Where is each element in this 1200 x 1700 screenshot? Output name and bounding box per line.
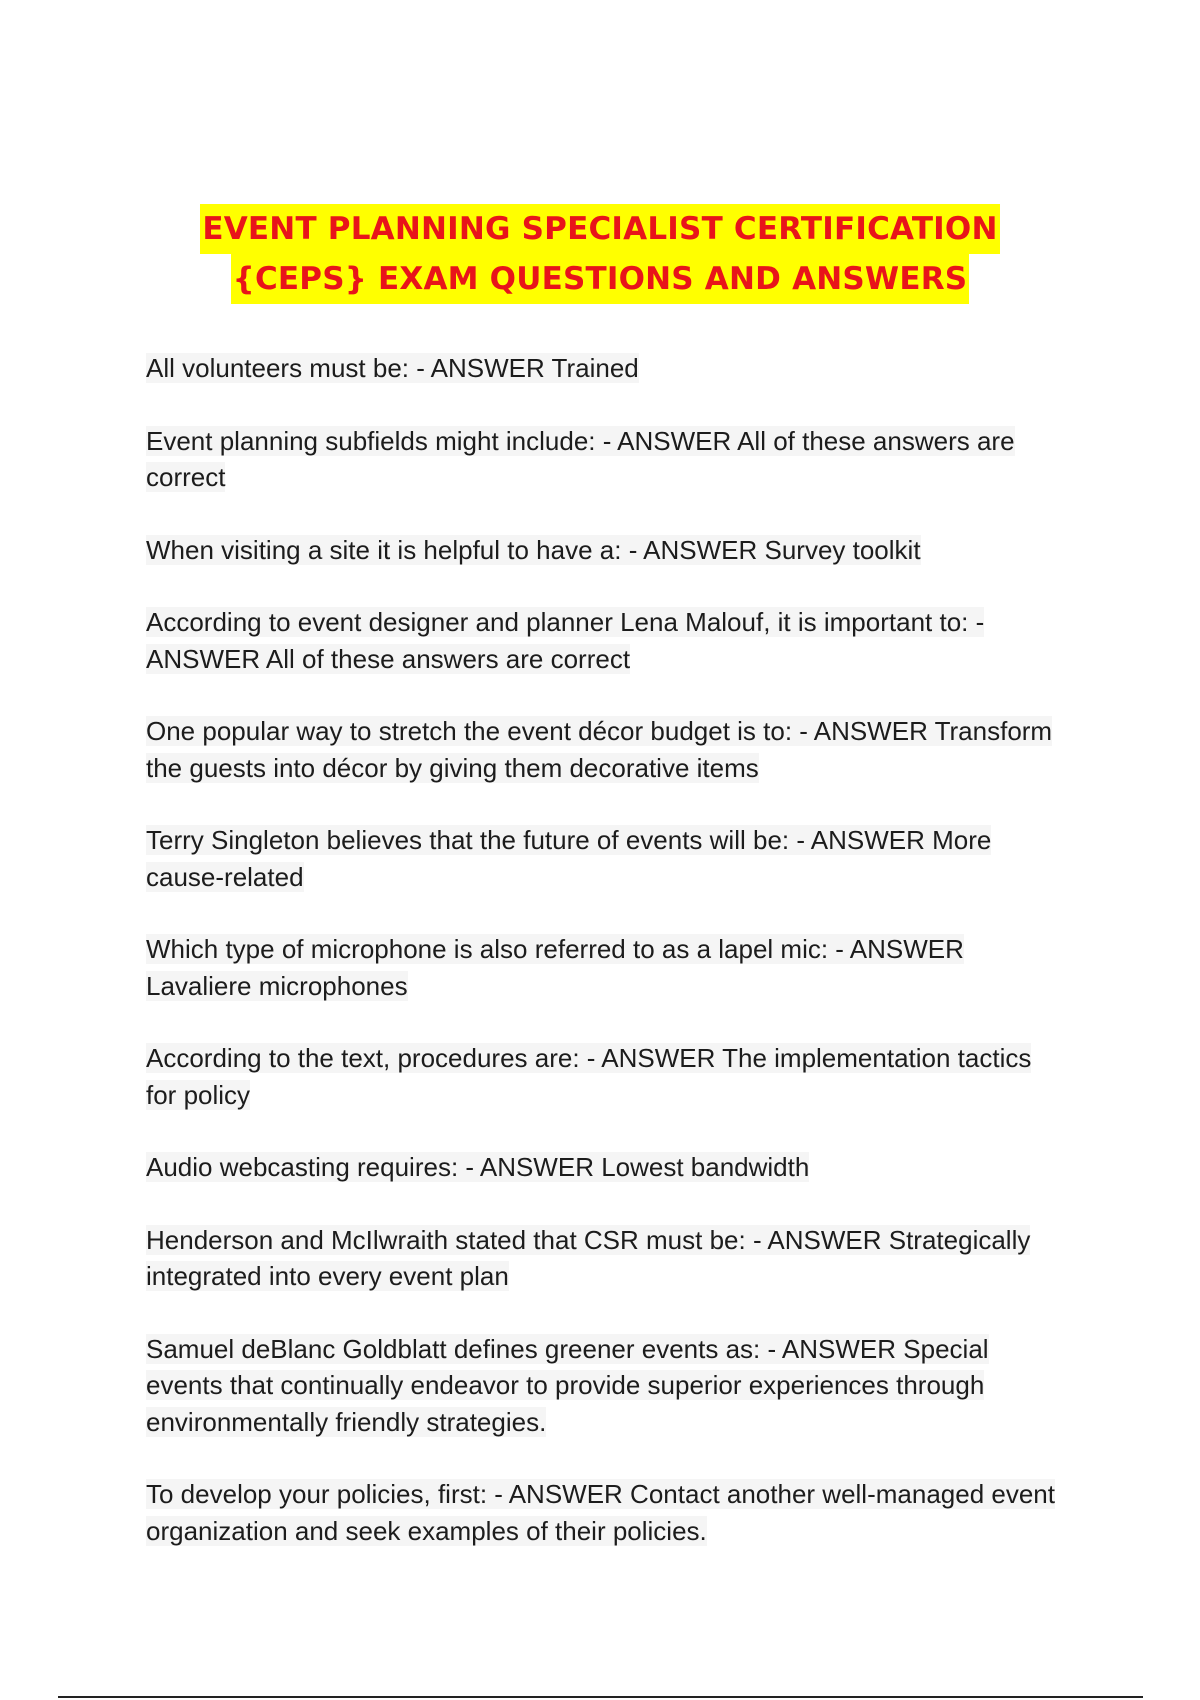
document-title bbox=[0, 204, 1200, 304]
title-line-2: {CEPS} EXAM QUESTIONS AND ANSWERS bbox=[231, 254, 970, 304]
qa-item bbox=[146, 532, 1066, 569]
qa-item bbox=[146, 1331, 1066, 1441]
qa-item bbox=[146, 1149, 1066, 1186]
qa-list bbox=[146, 350, 1066, 1585]
qa-text: Terry Singleton believes that the future of events will be: - ANSWER More cause-related bbox=[146, 825, 992, 892]
qa-text: Event planning subfields might include: - ANSWER All of these answers are correct bbox=[146, 425, 1015, 492]
qa-item bbox=[146, 1222, 1066, 1295]
qa-item bbox=[146, 1476, 1066, 1549]
qa-item bbox=[146, 604, 1066, 677]
qa-item bbox=[146, 350, 1066, 387]
qa-item bbox=[146, 931, 1066, 1004]
title-line-1: EVENT PLANNING SPECIALIST CERTIFICATION bbox=[200, 204, 999, 254]
qa-item bbox=[146, 1040, 1066, 1113]
qa-text: According to event designer and planner Lena Malouf, it is important to: - ANSWER All of these answers are correct bbox=[146, 607, 985, 674]
qa-text: When visiting a site it is helpful to have a: - ANSWER Survey toolkit bbox=[146, 534, 921, 565]
qa-text: Which type of microphone is also referred to as a lapel mic: - ANSWER Lavaliere microphones bbox=[146, 934, 964, 1001]
qa-text: Audio webcasting requires: - ANSWER Lowest bandwidth bbox=[146, 1152, 810, 1182]
qa-text: All volunteers must be: - ANSWER Trained bbox=[146, 353, 639, 383]
qa-text: One popular way to stretch the event décor budget is to: - ANSWER Transform the guests into décor by giving them decorative items bbox=[146, 716, 1053, 783]
qa-item bbox=[146, 822, 1066, 895]
qa-item bbox=[146, 423, 1066, 496]
qa-text: To develop your policies, first: - ANSWER Contact another well-managed event organization and seek examples of their policies. bbox=[146, 1479, 1055, 1546]
qa-item bbox=[146, 713, 1066, 786]
qa-text: According to the text, procedures are: - ANSWER The implementation tactics for policy bbox=[146, 1043, 1032, 1110]
qa-text: Henderson and McIlwraith stated that CSR must be: - ANSWER Strategically integrated into every event plan bbox=[146, 1224, 1031, 1291]
page-bottom-rule bbox=[58, 1696, 1143, 1698]
qa-text: Samuel deBlanc Goldblatt defines greener events as: - ANSWER Special events that continually endeavor to provide superior experiences through environmentally friendly strategies. bbox=[146, 1333, 989, 1437]
